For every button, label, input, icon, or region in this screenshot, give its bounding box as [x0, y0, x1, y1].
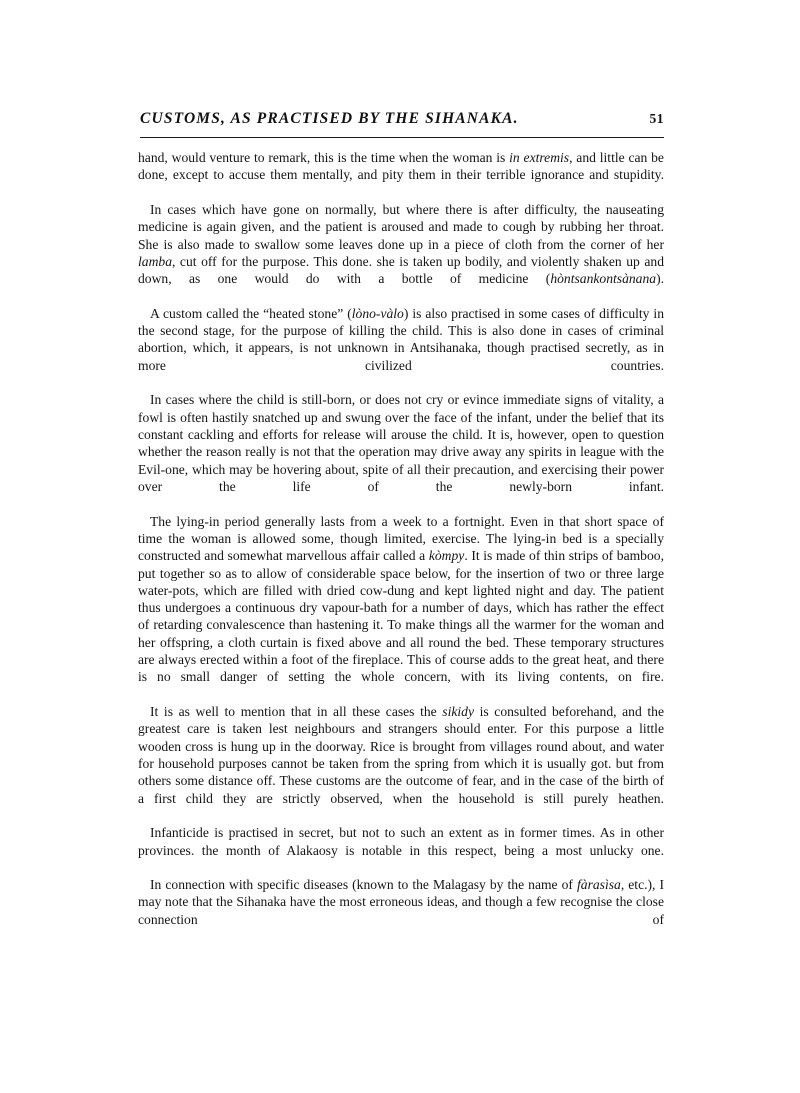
- text-run: The lying-in period generally lasts from a week to a fortnight. Even in that short space of time the woman is allowed some, though limited, exercise. The lying-in bed is a specially constructed and somewhat marvellous affair called a: [138, 513, 664, 564]
- text-run: , cut off for the purpose. This done. she is taken up bodily, and violently shaken up and down, as one would do with a bottle of medicine (: [138, 253, 664, 287]
- text-run: In cases where the child is still-born, or does not cry or evince immediate signs of vitality, a fowl is often hastily snatched up and swung over the face of the infant, under the belief that its constant cackling and efforts for release will arouse the child. It is, however, open to question whether the reason really is not that the operation may drive away any spirits in league with the Evil-one, which may be hovering about, spite of all their precaution, and exercising their power over the life of the newly-born infant.: [138, 392, 664, 494]
- running-head-title: CUSTOMS, AS PRACTISED BY THE SIHANAKA.: [140, 110, 519, 127]
- paragraph: [138, 703, 664, 824]
- running-head: [140, 110, 664, 128]
- paragraph: [138, 513, 664, 703]
- text-run: A custom called the “heated stone” (: [150, 305, 352, 321]
- text-run: is consulted beforehand, and the greatest care is taken lest neighbours and strangers should enter. For this purpose a little wooden cross is hung up in the doorway. Rice is brought from villages round about, and water for household purposes cannot be taken from the spring from which it is usually got. but from others some distance off. These customs are the outcome of fear, and in the case of the birth of a first child they are strictly observed, when the household is still purely heathen.: [138, 704, 664, 806]
- body-text: [138, 149, 664, 945]
- paragraph: [138, 824, 664, 876]
- text-run: ) is also practised in some cases of difficulty in the second stage, for the purpose of killing the child. This is also done in cases of criminal abortion, which, it appears, is not unknown in Antsihanaka, though practised secretly, as in more civilized countries.: [138, 305, 664, 373]
- italic-term: lamba: [138, 253, 172, 269]
- text-run: It is as well to mention that in all these cases the: [150, 704, 443, 719]
- paragraph: [138, 305, 664, 392]
- text-run: In connection with specific diseases (known to the Malagasy by the name of: [150, 877, 577, 893]
- paragraph: [138, 149, 664, 201]
- header-rule: [140, 137, 664, 138]
- text-run: In cases which have gone on normally, but where there is after difficulty, the nauseating medicine is again given, and the patient is aroused and made to cough by rubbing her throat. She is also made to swallow some leaves done up in a piece of cloth from the corner of her: [138, 201, 664, 252]
- text-run: hand, would venture to remark, this is the time when the woman is: [138, 150, 510, 165]
- italic-term: kòmpy: [428, 548, 465, 564]
- italic-term: lòno-vàlo: [351, 305, 404, 321]
- paragraph: [138, 876, 664, 945]
- italic-term: in extremis: [509, 150, 570, 165]
- paragraph: [138, 201, 664, 305]
- italic-term: sikidy: [442, 704, 475, 719]
- paragraph: [138, 391, 664, 512]
- text-run: , etc.), I may note that the Sihanaka have the most erroneous ideas, and though a few recognise the close connection of: [138, 877, 665, 927]
- text-run: Infanticide is practised in secret, but not to such an extent as in former times. As in other provinces. the month of Alakaosy is notable in this respect, being a most unlucky one.: [138, 825, 664, 858]
- text-run: . It is made of thin strips of bamboo, put together so as to allow of considerable space below, for the insertion of two or three large water-pots, which are filled with dried cow-dung and kept lighted night and day. The patient thus undergoes a continuous dry vapour-bath for a number of days, which has rather the effect of retarding convalescence than hastening it. To make things all the warmer for the woman and her offspring, a cloth curtain is fixed above and all round the bed. These temporary structures are always erected within a foot of the fireplace. This of course adds to the great heat, and there is no small danger of setting the whole concern, with its living contents, on fire.: [138, 548, 664, 685]
- italic-term: fàrasìsa: [577, 877, 621, 893]
- text-run: ).: [656, 271, 664, 287]
- page-number: 51: [649, 111, 664, 126]
- italic-term: hòntsankontsànana: [550, 271, 657, 287]
- text-run: , and little can be done, except to accuse them mentally, and pity them in their terrible ignorance and stupidity.: [138, 150, 664, 183]
